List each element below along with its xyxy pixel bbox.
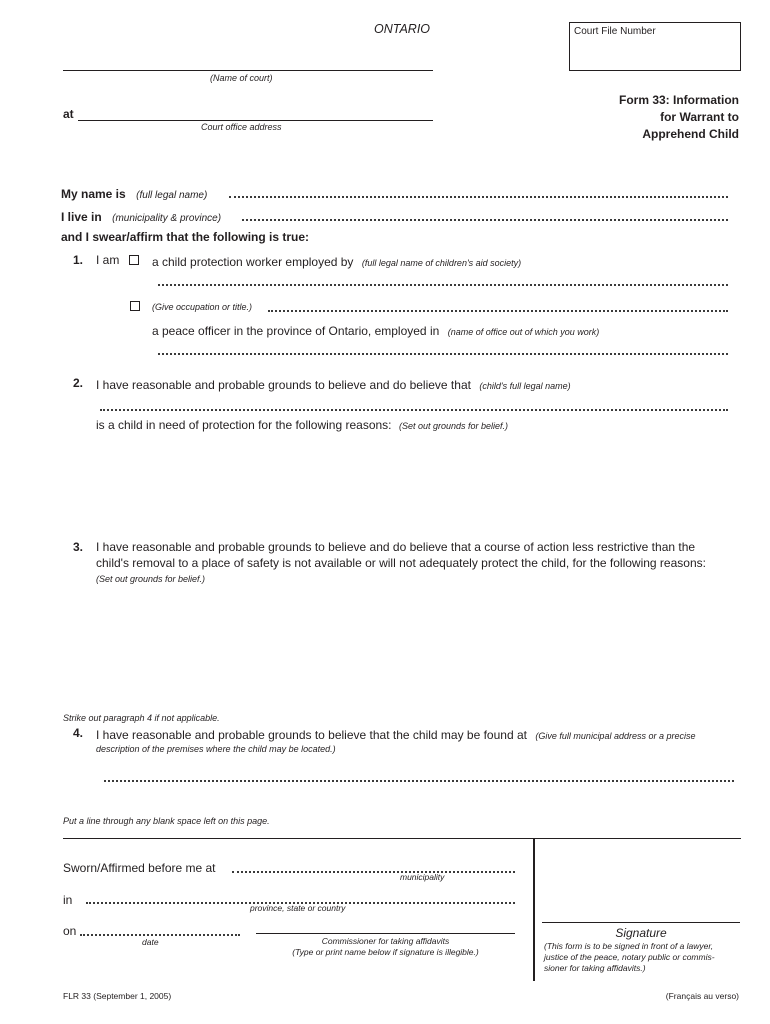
para4-hint1: (Give full municipal address or a precise	[535, 731, 696, 741]
live-field[interactable]	[242, 219, 728, 221]
live-label: I live in	[61, 210, 102, 224]
date-hint: date	[142, 937, 159, 947]
name-of-court-hint: (Name of court)	[210, 73, 273, 83]
on-label: on	[63, 924, 77, 938]
province-heading: ONTARIO	[374, 22, 431, 36]
form-id: FLR 33 (September 1, 2005)	[63, 991, 172, 1001]
strike-note: Strike out paragraph 4 if not applicable.	[63, 713, 220, 723]
para4-hint2: description of the premises where the child may be located.)	[96, 744, 336, 754]
commissioner-hint-line2: (Type or print name below if signature is illegible.)	[292, 947, 479, 957]
commissioner-line[interactable]	[256, 933, 515, 934]
para2-row	[96, 376, 571, 394]
option2-text-hint: (name of office out of which you work)	[447, 327, 600, 337]
blank-space-note: Put a line through any blank space left on this page.	[63, 816, 270, 826]
signature-note-line2: justice of the peace, notary public or commis-	[544, 952, 715, 962]
sworn-divider	[533, 838, 535, 981]
court-file-number-box[interactable]	[569, 22, 741, 71]
option2-row	[152, 322, 599, 340]
para2-text2-hint: (Set out grounds for belief.)	[398, 421, 509, 431]
signature-note-line1: (This form is to be signed in front of a lawyer,	[544, 941, 714, 951]
live-hint: (municipality & province)	[112, 213, 222, 224]
para4-number: 4.	[73, 726, 84, 740]
option1-row	[152, 253, 521, 271]
para1-i-am: I am	[96, 253, 120, 267]
date-field[interactable]	[80, 934, 240, 936]
commissioner-hint	[256, 936, 515, 958]
para3-grounds-area[interactable]	[96, 590, 736, 706]
option1-checkbox[interactable]	[129, 255, 139, 265]
child-name-field[interactable]	[100, 409, 728, 411]
live-row	[61, 208, 221, 226]
para2-text2: is a child in need of protection for the following reasons:	[96, 418, 392, 432]
in-label: in	[63, 893, 73, 907]
para2-text: I have reasonable and probable grounds to believe and do believe that	[96, 378, 471, 392]
option1-hint: (full legal name of children's aid society)	[361, 258, 522, 268]
signature-note	[544, 941, 715, 974]
my-name-label: My name is	[61, 187, 126, 201]
french-version-note: (Français au verso)	[665, 991, 739, 1001]
my-name-row	[61, 185, 207, 203]
option2-text: a peace officer in the province of Ontario, employed in	[152, 324, 440, 338]
option1-field[interactable]	[158, 284, 728, 286]
option1-text: a child protection worker employed by	[152, 255, 354, 269]
option2-office-field[interactable]	[158, 353, 728, 355]
province-hint: province, state or country	[250, 903, 346, 913]
form-title	[619, 92, 739, 143]
commissioner-hint-line1: Commissioner for taking affidavits	[321, 936, 450, 946]
para3-number: 3.	[73, 540, 84, 554]
para2-grounds-area[interactable]	[96, 436, 736, 532]
form-title-line1: Form 33: Information	[618, 93, 739, 107]
location-field[interactable]	[104, 780, 734, 782]
municipality-hint: municipality	[400, 872, 445, 882]
signature-note-line3: sioner for taking affidavits.)	[544, 963, 646, 973]
at-label: at	[63, 107, 74, 121]
para3-line1: I have reasonable and probable grounds to believe and do believe that a course of action less restrictive than the	[96, 540, 696, 554]
option2-occupation-field[interactable]	[268, 310, 728, 312]
my-name-field[interactable]	[229, 196, 728, 198]
para2-hint: (child's full legal name)	[479, 381, 571, 391]
swear-line: and I swear/affirm that the following is true:	[61, 230, 310, 244]
para4-row	[96, 726, 696, 744]
para2-number: 2.	[73, 376, 84, 390]
my-name-hint: (full legal name)	[136, 190, 208, 201]
para3-line2: child's removal to a place of safety is not available or will not adequately protect the child, for the following reasons:	[96, 556, 706, 570]
para4-text: I have reasonable and probable grounds to believe that the child may be found at	[96, 728, 527, 742]
court-office-address-hint: Court office address	[201, 122, 282, 132]
option2-checkbox[interactable]	[130, 301, 140, 311]
sworn-label: Sworn/Affirmed before me at	[63, 861, 216, 875]
municipality-field[interactable]	[232, 871, 515, 873]
signature-label: Signature	[615, 926, 667, 940]
court-office-address-line[interactable]	[78, 120, 433, 121]
sworn-top-rule	[63, 838, 741, 839]
para1-number: 1.	[73, 253, 84, 267]
signature-line[interactable]	[542, 922, 740, 923]
form-title-line3: Apprehend Child	[642, 127, 739, 141]
court-file-number-label: Court File Number	[574, 26, 656, 37]
name-of-court-line[interactable]	[63, 70, 433, 71]
para3-hint: (Set out grounds for belief.)	[96, 574, 206, 584]
option2-hint: (Give occupation or title.)	[152, 302, 253, 312]
para2-row2	[96, 416, 508, 434]
form-title-line2: for Warrant to	[660, 110, 739, 124]
